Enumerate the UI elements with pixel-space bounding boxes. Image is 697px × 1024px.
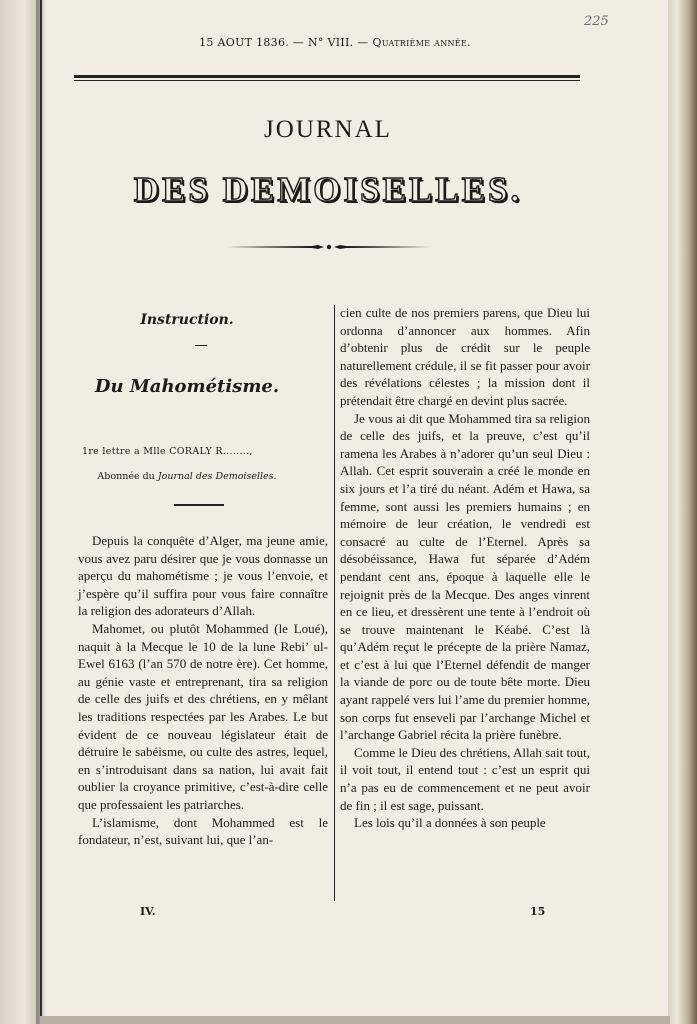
ornament-rule <box>226 244 432 250</box>
header-rule <box>74 75 580 78</box>
gutter-shadow <box>36 0 46 1024</box>
header-separator: — <box>357 36 369 49</box>
column-divider <box>334 305 335 901</box>
bottom-edge <box>40 1016 670 1024</box>
paragraph: Comme le Dieu des chrétiens, Allah sait tout, il voit tout, il entend tout : c’est un esprit qui n’a pas eu de commencement et ne peut avoir de fin ; il est sage, puissant. <box>340 744 590 813</box>
paragraph: Les lois qu’il a données à son peuple <box>354 815 546 831</box>
paragraph: Depuis la conquête d’Alger, ma jeune amie, vous avez paru désirer que je vous donnasse un aperçu du mahométisme ; je vous l’envoie, et j’espère qu’il suffira pour vous faire connaître la religion des adorateurs d’Allah. <box>78 533 328 619</box>
section-label: Instruction. <box>140 312 234 328</box>
issue-number: N° VIII. <box>307 36 354 49</box>
signature-number: 15 <box>530 905 546 918</box>
paragraph: L’islamisme, dont Mohammed est le fondateur, n’est, suivant lui, que l’an- <box>78 814 328 848</box>
signature-mark: IV. <box>140 905 156 918</box>
left-column <box>78 532 328 849</box>
article-rule <box>174 504 224 506</box>
facing-page-edge <box>0 0 40 1024</box>
subscriber-prefix: Abonnée du <box>97 471 155 482</box>
issue-header <box>42 36 628 49</box>
header-rule-thin <box>74 80 580 81</box>
issue-date: 15 AOUT 1836. <box>199 36 290 49</box>
paragraph: cien culte de nos premiers parens, que Dieu lui ordonna d’annoncer aux hommes. Afin d’obtenir plus de crédit sur le peuple naturellement crédule, il se fit passer pour avoir des révélations célestes ; la mission dont il prétendait être chargé en devint plus sacrée. <box>340 305 590 408</box>
article-title: Du Mahométisme. <box>94 376 280 397</box>
masthead-journal: JOURNAL <box>264 116 392 143</box>
journal-page <box>42 0 668 1018</box>
folio-number: 225 <box>584 14 609 29</box>
masthead-demoiselles: DES DEMOISELLES. <box>133 170 523 209</box>
paragraph: Mahomet, ou plutôt Mohammed (le Loué), naquit à la Mecque le 10 de la lune Rebi’ ul-Ewel 6163 (l’an 570 de notre ère). Cet homme, au génie vaste et entreprenant, tira sa religion de celle des juifs et des chrétiens, en y mêlant les traditions respectées par les Arabes. Le but évident de ce nouveau législateur était de détruire le sabéisme, ou culte des astres, lequel, en s’introduisant dans sa nation, lui avait fait oublier la croyance primitive, c’est-à-dire celle que professaient les patriarches. <box>78 620 328 812</box>
paragraph: Je vous ai dit que Mohammed tira sa religion de celle des juifs, et la preuve, c’est qu’il ramena les Arabes à n’adorer qu’un seul Dieu : Allah. Cet esprit souverain a créé le monde en six jours et l’a tiré du néant. Adém et Hawa, sa femme, sont aussi les premiers humains ; en mémoire de leur création, le vendredi est consacré au culte de l’Eternel. Après sa désobéissance, Hawa fut séparée d’Adém pendant cent ans, époque à laquelle elle le rejoignit près de la Mecque. Des anges vinrent en ce lieu, et dressèrent une tente à l’endroit où se trouve maintenant le Kéabé. C’est là qu’Adém reçut le précepte de la prière Namaz, et c’est à lui que l’Eternel défendit de manger la viande de porc ou de toute bête morte. Dieu ayant rappelé vers lui l’ame du premier homme, son corps fut enseveli par l’archange Michel et l’archange Gabriel récita la prière funèbre. <box>340 410 590 743</box>
issue-year: Quatrième année. <box>372 36 471 49</box>
letter-heading: 1re lettre a Mlle CORALY R........, <box>82 446 253 457</box>
subscriber-journal: Journal des Demoiselles. <box>157 471 277 482</box>
right-column <box>340 304 590 832</box>
subscriber-line <box>42 471 332 482</box>
page-edges <box>668 0 697 1024</box>
header-separator: — <box>292 36 305 49</box>
section-dash <box>195 345 207 346</box>
